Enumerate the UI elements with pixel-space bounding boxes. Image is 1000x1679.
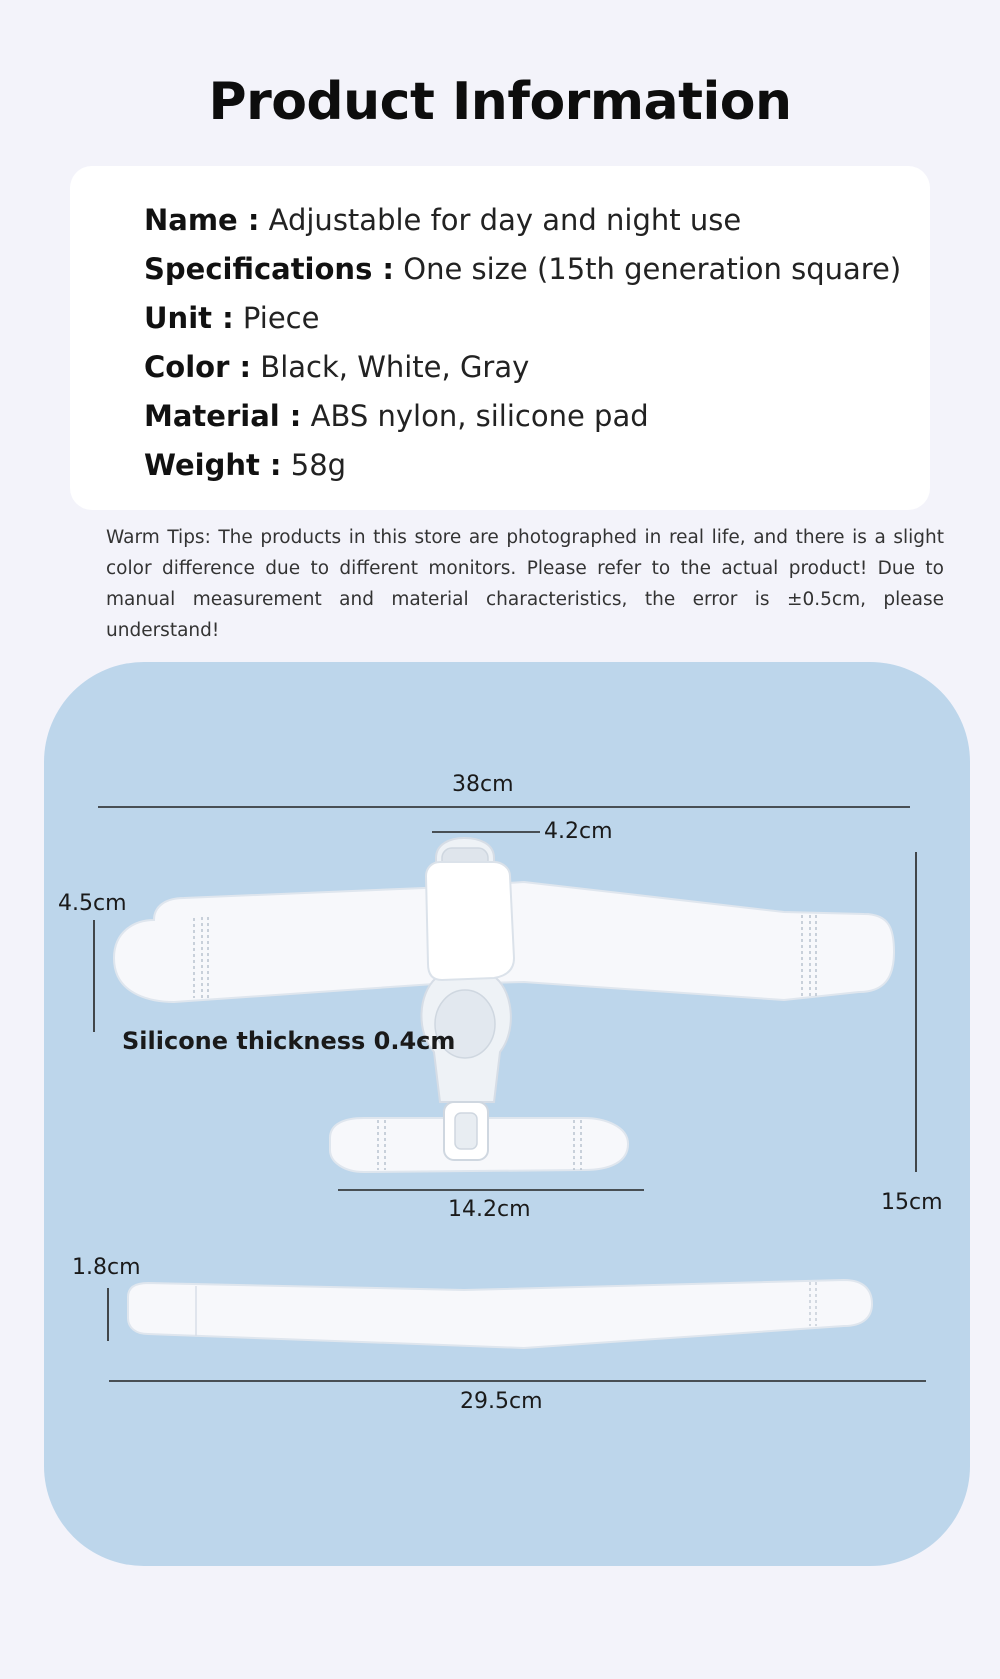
product-illustration [44, 662, 970, 1566]
label-thin-strap-width: 29.5cm [460, 1389, 543, 1414]
info-row-unit [144, 294, 930, 343]
info-row-name [144, 196, 930, 245]
page-title: Product Information [208, 72, 792, 132]
info-key: Color : [144, 350, 252, 384]
info-row-weight [144, 441, 930, 490]
buckle-cover [426, 862, 514, 980]
info-value: 58g [290, 448, 347, 482]
info-key: Unit : [144, 301, 234, 335]
label-total-height: 15cm [881, 1190, 943, 1215]
label-silicone-thickness: Silicone thickness 0.4cm [122, 1027, 456, 1055]
info-key: Material : [144, 399, 302, 433]
product-info-card [70, 166, 930, 510]
info-key: Specifications : [144, 252, 395, 286]
label-buckle-width: 4.2cm [544, 819, 613, 844]
info-value: Black, White, Gray [260, 350, 530, 384]
label-total-width: 38cm [452, 772, 514, 797]
info-key: Name : [144, 203, 260, 237]
label-strap-height: 4.5cm [58, 891, 127, 916]
thin-strap [128, 1280, 872, 1348]
info-value: ABS nylon, silicone pad [310, 399, 649, 433]
info-key: Weight : [144, 448, 282, 482]
info-row-color [144, 343, 930, 392]
info-value: One size (15th generation square) [403, 252, 902, 286]
info-value: Adjustable for day and night use [268, 203, 742, 237]
dimension-diagram [44, 662, 970, 1566]
info-value: Piece [242, 301, 320, 335]
label-small-strap-width: 14.2cm [448, 1197, 531, 1222]
label-thin-strap-height: 1.8cm [72, 1255, 141, 1280]
info-row-specifications [144, 245, 930, 294]
warm-tips: Warm Tips: The products in this store are photographed in real life, and there is a slight color difference due to different monitors. Please refer to the actual product! Due to manual measurement and material characteristics, the error is ±0.5cm, please understand! [106, 527, 944, 641]
info-row-material [144, 392, 930, 441]
